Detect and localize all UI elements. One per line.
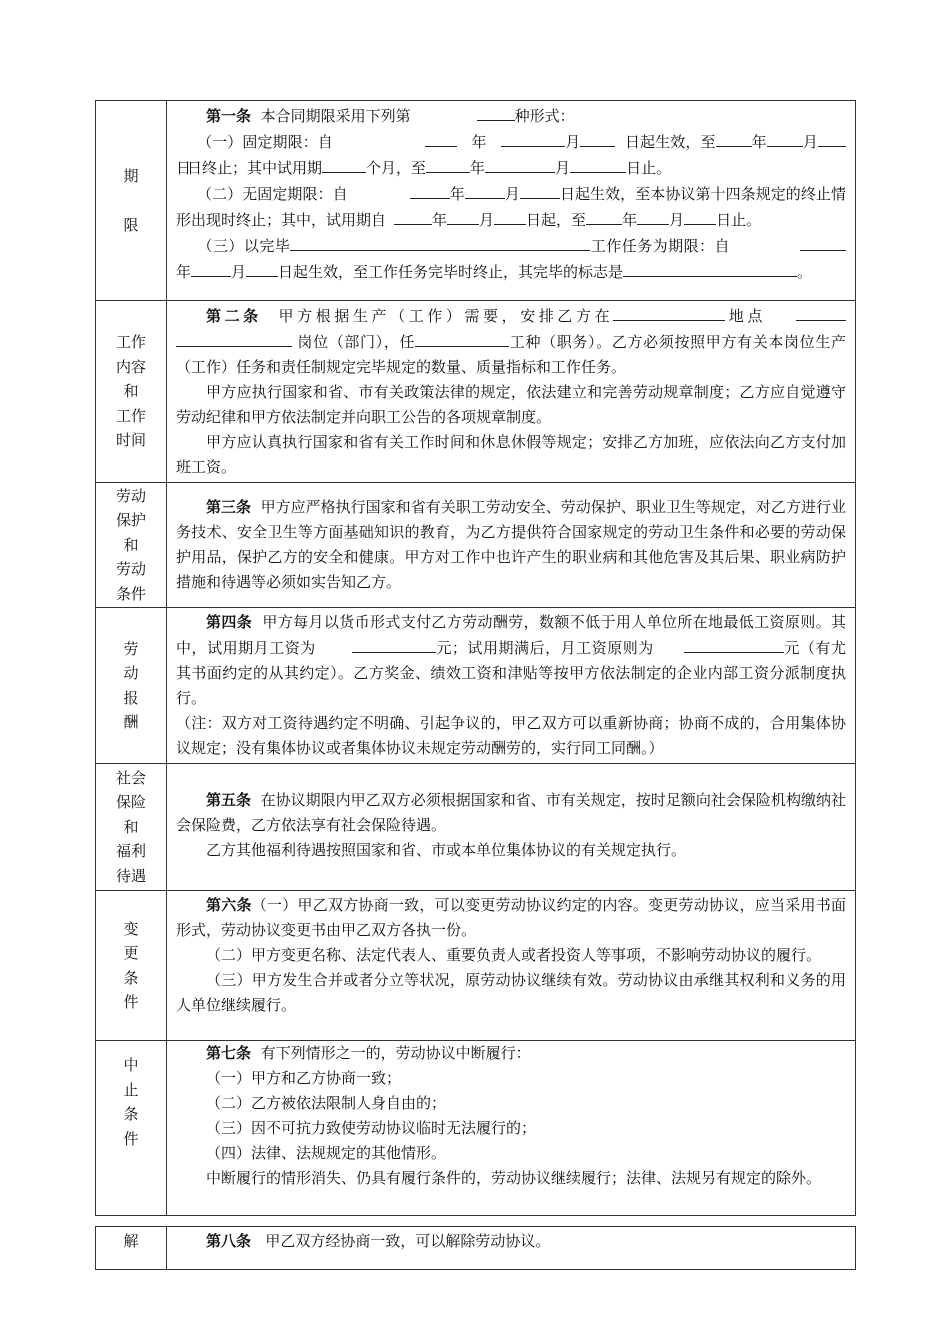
task-completion-mark-blank[interactable] [623,259,797,277]
article-6-title: 第六条 [206,896,252,914]
task-name-blank[interactable] [290,233,590,251]
article-5: 第五条 在协议期限内甲乙双方必须根据国家和省、市有关规定，按时足额向社会保险机构缴纳社会保险费，乙方依法享有社会保险待遇。 乙方其他福利待遇按照国家和省、市或本单位集体协议的有关规定执行。 [167,764,856,891]
article-7: 第七条 有下列情形之一的，劳动协议中断履行： （一）甲方和乙方协商一致； （二）乙方被依法限制人身自由的； （三）因不可抗力致使劳动协议临时无法履行的； （四）法律、法规规定的其他情形。 中断履行的情形消失、仍具有履行条件的，劳动协议继续履行；法律、法规另有规定的除外。 [167,1041,856,1216]
work-location-blank[interactable] [613,303,725,321]
article-3-title: 第三条 [206,498,252,516]
fixed-term-clause: （一）固定期限：自 年 月 日起生效，至 年 月日日终止；其中试用期 个月，至 年 月 日止。 [176,129,846,181]
open-probation-end-month-blank[interactable] [637,207,669,225]
contract-table [95,100,856,1216]
article-1-text-end: 种形式： [514,107,575,125]
open-probation-end-year-blank[interactable] [586,207,622,225]
open-probation-start-year-blank[interactable] [394,207,432,225]
suspension-item-3: （三）因不可抗力致使劳动协议临时无法履行的； [206,1119,537,1137]
labor-protection-row [96,483,856,608]
suspension-item-2: （二）乙方被依法限制人身自由的； [206,1094,447,1112]
fixed-end-year-blank[interactable] [716,129,752,147]
article-5-title: 第五条 [206,791,252,809]
task-start-day-blank[interactable] [246,259,278,277]
probation-end-year-blank[interactable] [426,155,470,173]
article-1-text: 本合同期限采用下列第 [260,107,411,125]
article-2: 第二条 甲方根据生产（工作）需要，安排乙方在 地点 岗位（部门），任 工种（职务）。乙方必须按照甲方有关本岗位生产（工作）任务和责任制规定完毕规定的数量、质量指标和工作任务。 甲方应执行国家和省、市有关政策法律的规定，依法建立和完善劳动规章制度；乙方应自觉遵守劳动纪律和甲方依法制定并向职工公告的各项规章制度。 甲方应认真执行国家和省有关工作时间和休息休假等规定；安排乙方加班，应依法向乙方支付加班工资。 [167,301,856,483]
suspension-label: 中 止 条 件 [96,1041,167,1216]
contract-table-continued [95,1226,856,1270]
work-content-row [96,301,856,483]
form-choice-blank[interactable] [477,103,515,121]
article-4-title: 第四条 [206,613,253,631]
welfare-paragraph: 乙方其他福利待遇按照国家和省、市或本单位集体协议的有关规定执行。 [206,841,687,859]
probation-end-day-blank[interactable] [570,155,626,173]
suspension-item-4: （四）法律、法规规定的其他情形。 [206,1144,447,1162]
open-start-day-blank[interactable] [520,181,560,199]
fixed-start-month-blank[interactable] [501,129,565,147]
post-blank-a[interactable] [796,303,846,321]
termination-label: 解 [96,1227,167,1270]
article-7-title: 第七条 [206,1044,252,1062]
article-8: 第八条 甲乙双方经协商一致，可以解除劳动协议。 [167,1227,856,1270]
suspension-row [96,1041,856,1216]
job-type-blank[interactable] [415,329,509,347]
rules-paragraph: 甲方应执行国家和省、市有关政策法律的规定，依法建立和完善劳动规章制度；乙方应自觉遵守劳动纪律和甲方依法制定并向职工公告的各项规章制度。 [176,383,846,426]
change-item-2: （二）甲方变更名称、法定代表人、重要负责人或者投资人等事项，不影响劳动协议的履行。 [206,946,822,964]
article-1-title: 第一条 [206,107,252,125]
open-probation-start-day-blank[interactable] [494,207,526,225]
term-row [96,101,856,301]
probation-months-blank[interactable] [322,155,366,173]
work-content-label: 工作 内容 和 工作 时间 [96,301,167,483]
remuneration-row [96,608,856,764]
fixed-start-year-blank[interactable] [425,129,457,147]
open-start-month-blank[interactable] [465,181,505,199]
article-8-title: 第八条 [206,1232,252,1250]
task-term-clause: （三）以完毕 工作任务为期限：自年 月 日起生效，至工作任务完毕时终止，其完毕的标志是 。 [176,233,846,285]
probation-end-month-blank[interactable] [485,155,555,173]
open-term-clause: （二）无固定期限：自 年 月 日起生效，至本协议第十四条规定的终止情形出现时终止；其中，试用期自 年 月 日起，至 年 月 日止。 [176,181,846,233]
open-probation-start-month-blank[interactable] [447,207,479,225]
termination-row [96,1227,856,1270]
article-2-title: 第二条 [206,307,262,325]
article-3: 第三条 甲方应严格执行国家和省有关职工劳动安全、劳动保护、职业卫生等规定，对乙方进行业务技术、安全卫生等方面基础知识的教育，为乙方提供符合国家规定的劳动卫生条件和必要的劳动保护用品，保护乙方的安全和健康。甲方对工作中也许产生的职业病和其他危害及其后果、职业病防护措施和待遇等必须如实告知乙方。 [167,483,856,608]
article-4: 第四条 甲方每月以货币形式支付乙方劳动酬劳，数额不低于用人单位所在地最低工资原则。其中，试用期月工资为 元；试用期满后，月工资原则为 元（有尤其书面约定的从其约定）。乙方奖金、绩效工资和津贴等按甲方依法制定的企业内部工资分派制度执行。 （注：双方对工资待遇约定不明确、引起争议的，甲乙双方可以重新协商；协商不成的，合用集体协议规定；没有集体协议或者集体协议未规定劳动酬劳的，实行同工同酬。） [167,608,856,764]
working-hours-paragraph: 甲方应认真执行国家和省有关工作时间和休息休假等规定；安排乙方加班，应依法向乙方支付加班工资。 [176,433,846,476]
insurance-label: 社会 保险 和 福利 待遇 [96,764,167,891]
monthly-wage-blank[interactable] [684,635,784,653]
task-start-year-tail[interactable] [191,259,205,277]
probation-wage-blank[interactable] [352,635,436,653]
wage-note: （注：双方对工资待遇约定不明确、引起争议的，甲乙双方可以重新协商；协商不成的，合用集体协议规定；没有集体协议或者集体协议未规定劳动酬劳的，实行同工同酬。） [176,714,846,757]
open-start-year-blank[interactable] [410,181,450,199]
task-start-month-blank[interactable] [205,259,231,277]
suspension-resume-paragraph: 中断履行的情形消失、仍具有履行条件的，劳动协议继续履行；法律、法规另有规定的除外。 [206,1169,822,1187]
task-start-year-blank[interactable] [800,233,846,251]
insurance-row [96,764,856,891]
change-row [96,891,856,1041]
suspension-item-1: （一）甲方和乙方协商一致； [206,1069,402,1087]
change-item-3: （三）甲方发生合并或者分立等状况，原劳动协议继续有效。劳动协议由承继其权利和义务的用人单位继续履行。 [176,971,846,1014]
term-label: 期 限 [96,101,167,301]
fixed-start-day-blank[interactable] [580,129,615,147]
change-label: 变 更 条 件 [96,891,167,1041]
labor-protection-label: 劳动 保护 和 劳动 条件 [96,483,167,608]
post-blank-b[interactable] [176,329,292,347]
fixed-end-month-blank[interactable] [767,129,803,147]
article-1 [167,101,856,301]
open-probation-end-day-blank[interactable] [684,207,716,225]
remuneration-label: 劳 动 报 酬 [96,608,167,764]
fixed-end-day-blank[interactable] [818,129,846,147]
article-6: 第六条（一）甲乙双方协商一致，可以变更劳动协议约定的内容。变更劳动协议，应当采用书面形式，劳动协议变更书由甲乙双方各执一份。 （二）甲方变更名称、法定代表人、重要负责人或者投资人等事项，不影响劳动协议的履行。 （三）甲方发生合并或者分立等状况，原劳动协议继续有效。劳动协议由承继其权利和义务的用人单位继续履行。 [167,891,856,1041]
